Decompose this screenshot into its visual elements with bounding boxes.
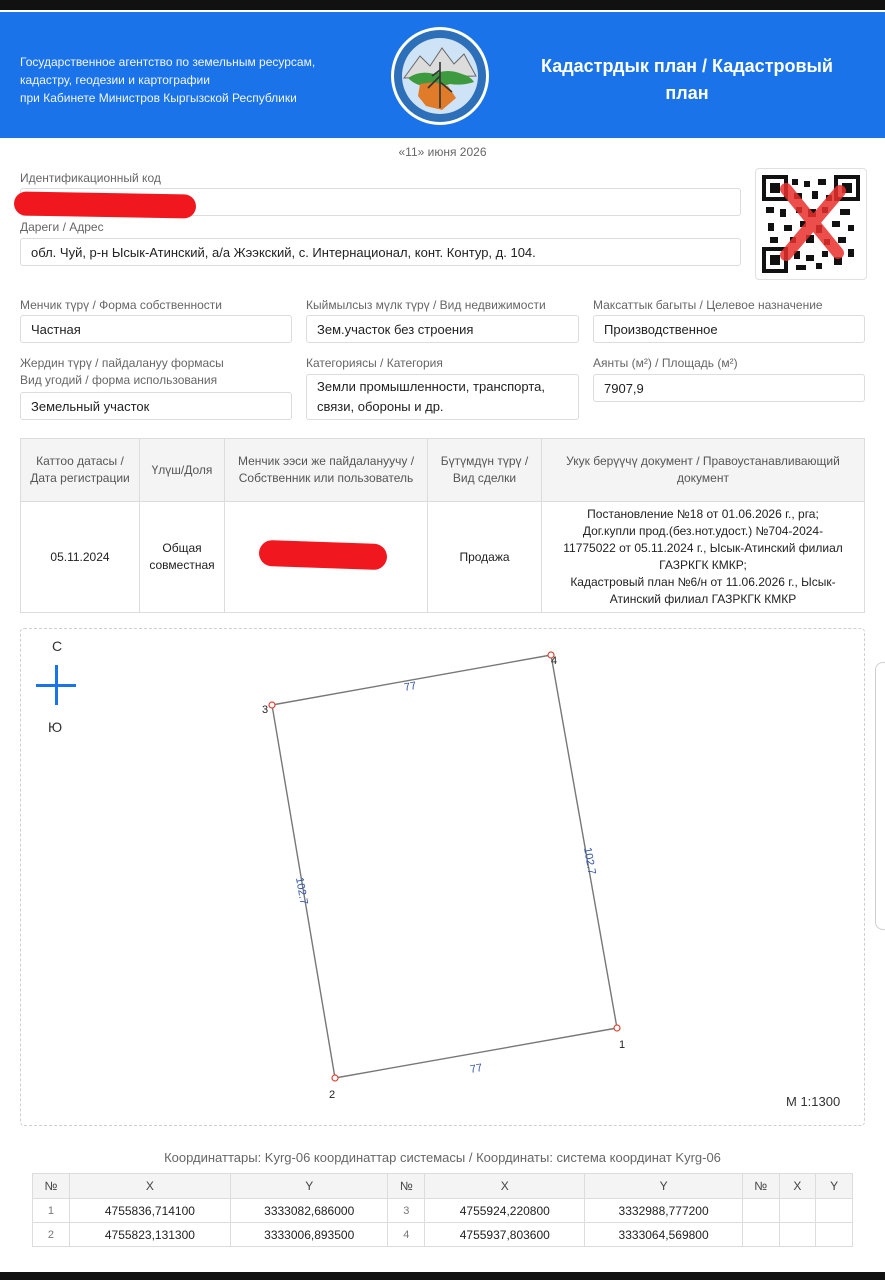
col-x: X (425, 1174, 585, 1199)
plot-boundary (0, 10, 885, 1272)
edge-length-label: 77 (469, 1061, 484, 1076)
address-label: Дареги / Адрес (20, 220, 104, 234)
title-document-cell: Постановление №18 от 01.06.2026 г., рга; Дог.купли прод.(без.нот.удост.) №704-2024- 11775022 от 05.11.2024 г., Ысык-Атинский филиал ГАЗРКГК КМКР; Кадастровый план №6/н от 11.06.2026 г., Ысык- Атинский филиал ГАЗРКГК КМКР (542, 502, 865, 613)
coordinates-table (32, 1173, 853, 1247)
col-title-document: Укук берүүчү документ / Правоустанавливающий документ (542, 439, 865, 502)
address-field: обл. Чуй, р-н Ысык-Атинский, а/а Жээкский, с. Интернационал, конт. Контур, д. 104. (20, 238, 741, 266)
category-field: Земли промышленности, транспорта, связи, обороны и др. (306, 374, 579, 420)
purpose-field: Производственное (593, 315, 865, 343)
area-label: Аянты (м²) / Площадь (м²) (593, 356, 738, 370)
col-y: Y (585, 1174, 742, 1199)
document-title: Кадастрдык план / Кадастровый план (541, 56, 833, 103)
map-scale: М 1:1300 (786, 1094, 841, 1109)
col-x: X (779, 1174, 816, 1199)
vertex-label: 1 (619, 1039, 626, 1051)
col-x: X (69, 1174, 230, 1199)
col-num: № (33, 1174, 70, 1199)
scrollbar[interactable] (875, 662, 885, 930)
col-share: Үлүш/Доля (140, 439, 225, 502)
col-y: Y (816, 1174, 853, 1199)
table-row: 1 4755836,714100 3333082,686000 3 4755924,220800 3332988,777200 (33, 1199, 853, 1223)
edge-length-label: 102.7 (293, 876, 310, 906)
land-type-field: Земельный участок (20, 392, 292, 420)
land-type-label: Жердин түрү / пайдалануу формасы Вид угодий / форма использования (20, 356, 224, 387)
agency-name: Государственное агентство по земельным ресурсам, кадастру, геодезии и картографии при Кабинете Министров Кыргызской Республики (20, 55, 316, 105)
property-type-field: Зем.участок без строения (306, 315, 579, 343)
vertex-marker (269, 702, 275, 708)
col-registration-date: Каттоо датасы / Дата регистрации (21, 439, 140, 502)
category-label: Категориясы / Категория (306, 356, 443, 370)
edge-length-label: 77 (403, 679, 418, 694)
col-owner: Менчик ээси же пайдалануучу / Собственник или пользователь (225, 439, 428, 502)
compass-north-label: С (52, 638, 63, 654)
plot-polygon (272, 655, 617, 1078)
coordinates-title: Координаттары: Kyrg-06 координаттар системасы / Координаты: система координат Kyrg-06 (164, 1150, 721, 1165)
col-deal-type: Бүтүмдүн түрү / Вид сделки (428, 439, 542, 502)
table-row: 2 4755823,131300 3333006,893500 4 4755937,803600 3333064,569800 (33, 1223, 853, 1247)
vertex-label: 4 (551, 655, 558, 667)
ownership-label: Менчик түрү / Форма собственности (20, 298, 222, 312)
ownership-field: Частная (20, 315, 292, 343)
id-code-label: Идентификационный код (20, 171, 161, 185)
share-cell: Общая совместная (140, 502, 225, 613)
deal-type-cell: Продажа (428, 502, 542, 613)
vertex-label: 3 (262, 704, 269, 716)
col-y: Y (231, 1174, 388, 1199)
col-num: № (742, 1174, 779, 1199)
document-date: «11» июня 2026 (398, 145, 487, 159)
col-num: № (388, 1174, 425, 1199)
vertex-marker (332, 1075, 338, 1081)
compass-south-label: Ю (48, 719, 63, 735)
registration-date: 05.11.2024 (21, 502, 140, 613)
cadastral-plan-page (0, 10, 885, 1272)
coordinates-header (33, 1174, 853, 1199)
vertex-label: 2 (329, 1089, 336, 1101)
purpose-label: Максаттык багыты / Целевое назначение (593, 298, 823, 312)
edge-length-label: 102.7 (581, 846, 598, 876)
vertex-marker (614, 1025, 620, 1031)
area-field: 7907,9 (593, 374, 865, 402)
property-type-label: Кыймылсыз мүлк түрү / Вид недвижимости (306, 298, 546, 312)
